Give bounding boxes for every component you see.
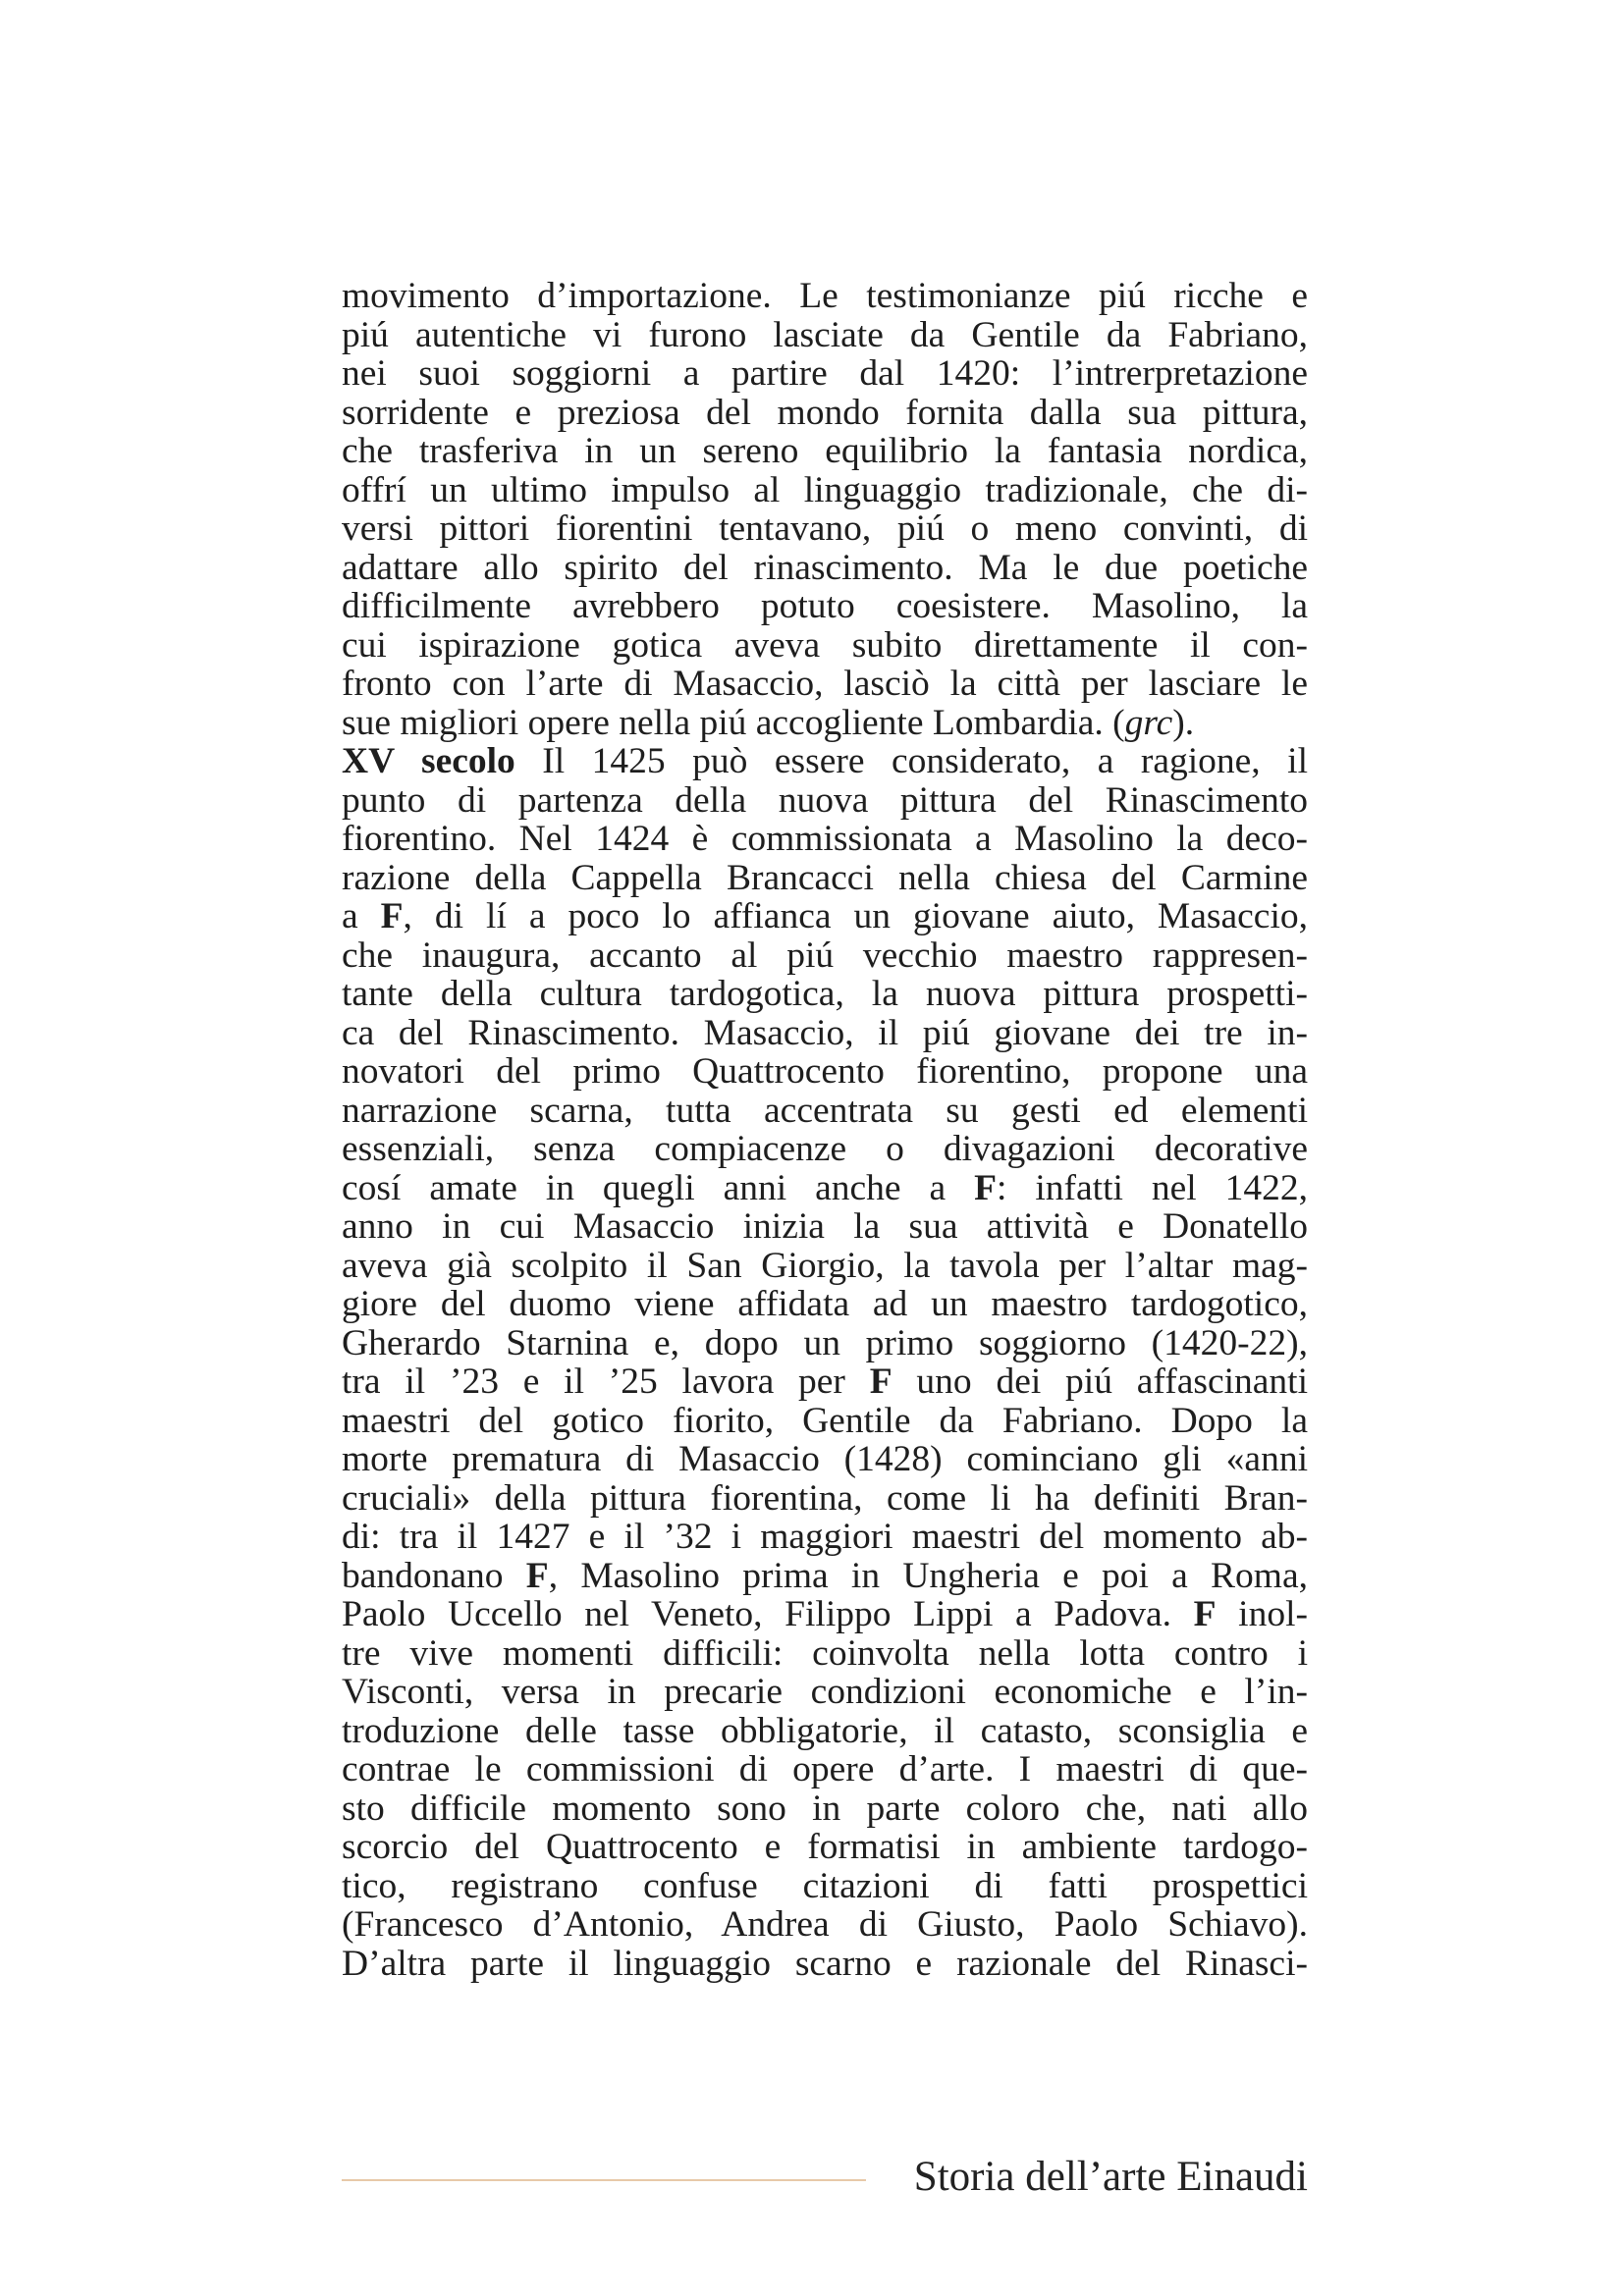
- text-line: [342, 1207, 1308, 1247]
- text-line: [342, 432, 1308, 471]
- text-line: [342, 1247, 1308, 1286]
- bold-text: F: [869, 1362, 893, 1402]
- text-line: [342, 665, 1308, 704]
- text-line: [342, 975, 1308, 1014]
- text-segment: : infatti nel 1422,: [997, 1167, 1308, 1208]
- text-segment: adattare allo spirito del rinascimento. Ma le due poetiche: [342, 547, 1308, 588]
- text-segment: contrae le commissioni di opere d’arte. I maestri di que-: [342, 1749, 1308, 1789]
- text-segment: Il 1425 può essere considerato, a ragione, il: [514, 741, 1308, 781]
- text-line: [342, 1750, 1308, 1789]
- footer-rule: [342, 2179, 866, 2181]
- text-segment: cosí amate in quegli anni anche a: [342, 1167, 975, 1208]
- bold-text: F: [974, 1167, 997, 1208]
- text-segment: movimento d’importazione. Le testimonianze piú ricche e: [342, 276, 1308, 316]
- text-line: [342, 1092, 1308, 1131]
- text-segment: che trasferiva in un sereno equilibrio la fantasia nordica,: [342, 431, 1308, 471]
- text-segment: maestri del gotico fiorito, Gentile da Fabriano. Dopo la: [342, 1400, 1308, 1441]
- text-segment: razione della Cappella Brancacci nella chiesa del Carmine: [342, 857, 1308, 898]
- text-segment: cruciali» della pittura fiorentina, come li ha definiti Bran-: [342, 1477, 1308, 1519]
- text-segment: anno in cui Masaccio inizia la sua attività e Donatello: [342, 1206, 1308, 1247]
- text-line: [342, 1867, 1308, 1906]
- text-segment: Paolo Uccello nel Veneto, Filippo Lippi a Padova.: [342, 1594, 1194, 1634]
- text-line: [342, 1595, 1308, 1634]
- text-segment: ).: [1172, 702, 1195, 743]
- text-line: [342, 394, 1308, 433]
- text-segment: sorridente e preziosa del mondo fornita dalla sua pittura,: [342, 392, 1308, 433]
- text-line: [342, 897, 1308, 936]
- footer-title: Storia dell’arte Einaudi: [913, 2154, 1308, 2200]
- text-line: [342, 1130, 1308, 1169]
- text-segment: aveva già scolpito il San Giorgio, la tavola per l’altar mag-: [342, 1245, 1308, 1286]
- text-line: [342, 1169, 1308, 1208]
- text-segment: troduzione delle tasse obbligatorie, il catasto, sconsiglia e: [342, 1710, 1308, 1751]
- body-text: [342, 277, 1308, 1983]
- text-line: [342, 742, 1308, 781]
- text-line: [342, 936, 1308, 976]
- text-line: [342, 1789, 1308, 1829]
- text-line: [342, 1014, 1308, 1053]
- text-segment: inol-: [1216, 1594, 1309, 1634]
- text-line: [342, 1479, 1308, 1519]
- text-segment: nei suoi soggiorni a partire dal 1420: l’intrerpretazione: [342, 353, 1308, 394]
- text-line: [342, 626, 1308, 666]
- text-line: [342, 1557, 1308, 1596]
- text-segment: sue migliori opere nella piú accogliente Lombardia. (: [342, 702, 1125, 743]
- text-segment: novatori del primo Quattrocento fiorentino, propone una: [342, 1051, 1308, 1092]
- text-segment: essenziali, senza compiacenze o divagazioni decorative: [342, 1129, 1308, 1169]
- text-line: [342, 1324, 1308, 1363]
- text-segment: tra il ’23 e il ’25 lavora per: [342, 1362, 870, 1402]
- text-segment: , di lí a poco lo affianca un giovane aiuto, Masaccio,: [403, 896, 1308, 936]
- text-segment: fronto con l’arte di Masaccio, lasciò la città per lasciare le: [342, 664, 1308, 704]
- text-segment: narrazione scarna, tutta accentrata su gesti ed elementi: [342, 1090, 1308, 1131]
- text-line: [342, 1440, 1308, 1479]
- bold-text: F: [380, 896, 404, 936]
- text-line: [342, 1712, 1308, 1751]
- text-segment: D’altra parte il linguaggio scarno e razionale del Rinasci-: [342, 1943, 1308, 1984]
- text-line: [342, 354, 1308, 394]
- text-segment: a: [342, 896, 381, 936]
- text-segment: tante della cultura tardogotica, la nuova pittura prospetti-: [342, 974, 1308, 1014]
- text-segment: uno dei piú affascinanti: [892, 1362, 1308, 1402]
- text-line: [342, 1402, 1308, 1441]
- text-segment: Visconti, versa in precarie condizioni economiche e l’in-: [342, 1672, 1308, 1712]
- text-line: [342, 1945, 1308, 1984]
- text-segment: piú autentiche vi furono lasciate da Gentile da Fabriano,: [342, 314, 1308, 355]
- bold-text: F: [525, 1555, 549, 1596]
- text-line: [342, 1905, 1308, 1945]
- text-segment: , Masolino prima in Ungheria e poi a Roma,: [548, 1555, 1308, 1596]
- text-line: [342, 549, 1308, 588]
- text-segment: difficilmente avrebbero potuto coesistere. Masolino, la: [342, 586, 1308, 626]
- text-line: [342, 509, 1308, 549]
- text-segment: offrí un ultimo impulso al linguaggio tradizionale, che di-: [342, 469, 1308, 510]
- text-line: [342, 277, 1308, 316]
- text-line: [342, 1828, 1308, 1867]
- text-segment: Gherardo Starnina e, dopo un primo soggiorno (1420-22),: [342, 1322, 1308, 1363]
- text-segment: tico, registrano confuse citazioni di fatti prospettici: [342, 1865, 1308, 1906]
- text-line: [342, 820, 1308, 859]
- text-line: [342, 781, 1308, 821]
- text-segment: sto difficile momento sono in parte coloro che, nati allo: [342, 1788, 1308, 1829]
- bold-text: XV secolo: [342, 741, 515, 781]
- text-segment: scorcio del Quattrocento e formatisi in ambiente tardogo-: [342, 1827, 1308, 1867]
- text-segment: fiorentino. Nel 1424 è commissionata a Masolino la deco-: [342, 819, 1308, 859]
- text-segment: bandonano: [342, 1555, 526, 1596]
- text-segment: cui ispirazione gotica aveva subito direttamente il con-: [342, 624, 1308, 666]
- text-segment: versi pittori fiorentini tentavano, piú o meno convinti, di: [342, 508, 1308, 549]
- text-line: [342, 1052, 1308, 1092]
- text-line: [342, 859, 1308, 898]
- text-line: [342, 587, 1308, 626]
- text-segment: di: tra il 1427 e il ’32 i maggiori maestri del momento ab-: [342, 1517, 1308, 1557]
- text-segment: che inaugura, accanto al piú vecchio maestro rappresen-: [342, 934, 1308, 976]
- text-line: [342, 1362, 1308, 1402]
- text-segment: punto di partenza della nuova pittura del Rinascimento: [342, 779, 1308, 821]
- text-segment: tre vive momenti difficili: coinvolta nella lotta contro i: [342, 1632, 1308, 1674]
- text-line: [342, 471, 1308, 510]
- text-line: [342, 1285, 1308, 1324]
- text-line: [342, 1634, 1308, 1674]
- bold-text: F: [1193, 1594, 1217, 1634]
- italic-text: grc: [1124, 702, 1173, 743]
- text-segment: giore del duomo viene affidata ad un maestro tardogotico,: [342, 1284, 1308, 1324]
- text-segment: ca del Rinascimento. Masaccio, il piú giovane dei tre in-: [342, 1012, 1308, 1053]
- text-segment: morte prematura di Masaccio (1428) cominciano gli «anni: [342, 1439, 1308, 1479]
- text-line: [342, 316, 1308, 355]
- text-segment: (Francesco d’Antonio, Andrea di Giusto, Paolo Schiavo).: [342, 1904, 1308, 1945]
- text-line: [342, 704, 1308, 743]
- text-line: [342, 1673, 1308, 1712]
- text-line: [342, 1518, 1308, 1557]
